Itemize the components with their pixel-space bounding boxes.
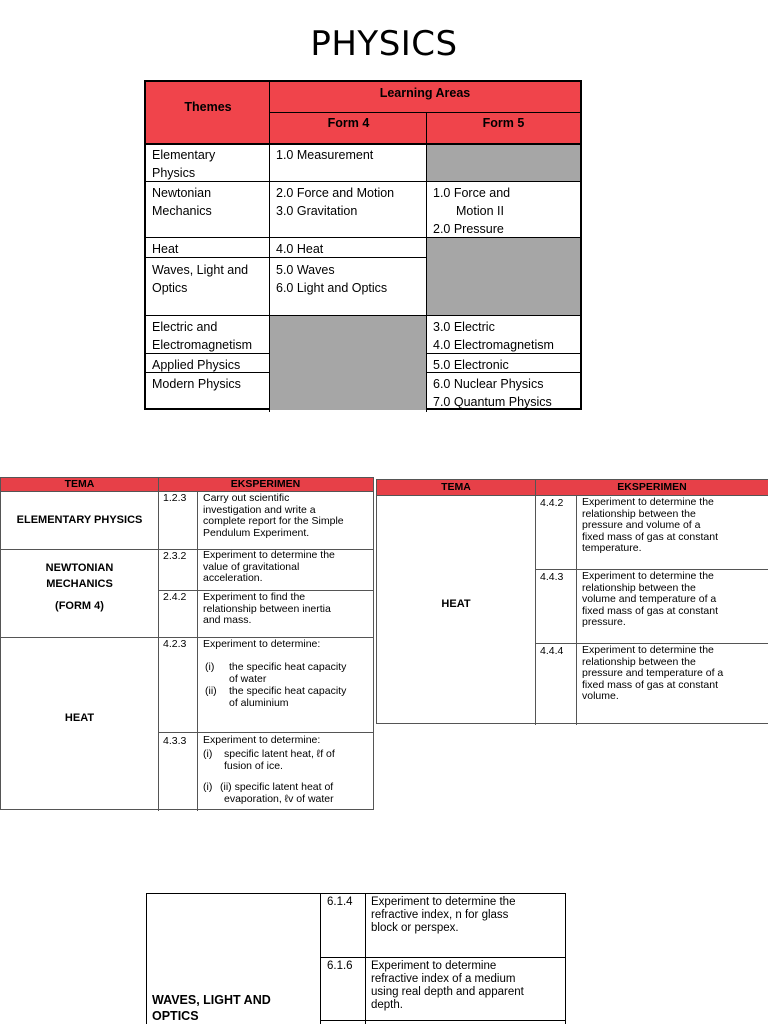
theme-text: Waves, Light and: [152, 263, 249, 277]
experiment-code: 4.4.4: [540, 645, 564, 657]
form5-cell: [427, 182, 580, 240]
desc-line: Experiment to determine:: [203, 638, 321, 650]
experiment-code: 4.2.3: [163, 638, 187, 650]
theme-cell: [146, 259, 270, 299]
topic-text: 2.0 Force and Motion: [276, 186, 395, 200]
item-marker: (ii): [205, 685, 217, 697]
topic-text: 3.0 Gravitation: [276, 204, 358, 218]
item-text: [220, 782, 372, 805]
theme-cell: [146, 238, 270, 260]
desc-line: Experiment to determine the: [582, 570, 714, 582]
theme-cell: [146, 182, 270, 222]
desc-line: pressure and volume of a: [582, 519, 701, 531]
experiment-code: 2.3.2: [163, 550, 187, 562]
desc-line: Experiment to determine the: [582, 644, 714, 656]
desc-line: fixed mass of gas at constant: [582, 678, 718, 691]
experiment-description: [582, 571, 767, 629]
desc-line: and mass.: [203, 614, 252, 626]
desc-line: depth.: [371, 999, 403, 1011]
experiment-description: [371, 960, 563, 1012]
theme-text: Applied Physics: [152, 358, 241, 372]
form5-cell: [427, 316, 580, 356]
topic-text: 5.0 Waves: [276, 263, 335, 277]
desc-line: specific latent heat, ℓf of: [224, 748, 335, 760]
theme-text: Modern Physics: [152, 377, 241, 391]
experiment-code: 2.4.2: [163, 591, 187, 603]
desc-line: of aluminium: [229, 696, 289, 709]
experiment-description: [203, 735, 371, 747]
topic-text: 6.0 Light and Optics: [276, 281, 388, 295]
theme-text: Electric and: [152, 320, 218, 334]
topic-text: 1.0 Force and: [433, 186, 511, 200]
desc-line: the specific heat capacity: [229, 661, 347, 673]
item-text: [229, 686, 371, 709]
desc-line: relationship between the: [582, 655, 696, 668]
experiment-description: [203, 550, 371, 585]
desc-line: temperature.: [582, 542, 642, 554]
desc-line: Experiment to determine:: [203, 734, 321, 746]
experiment-description: [203, 493, 371, 539]
theme-text: WAVES, LIGHT AND: [152, 993, 271, 1007]
theme-heat: HEAT: [64, 712, 95, 724]
item-marker: (i): [203, 748, 213, 760]
desc-line: relationship between the: [582, 581, 696, 594]
experiment-code: 1.2.3: [163, 492, 187, 504]
form4-header: Form 4: [327, 116, 370, 130]
desc-line: volume and temperature of a: [582, 593, 717, 605]
item-marker: (i): [203, 781, 213, 793]
item-text: [229, 662, 371, 685]
theme-text: Electromagnetism: [152, 338, 253, 352]
experiment-code: 4.3.3: [163, 735, 187, 747]
item-marker: (i): [205, 661, 215, 673]
theme-text: Optics: [152, 281, 188, 295]
desc-line: Pendulum Experiment.: [203, 526, 310, 539]
desc-line: fusion of ice.: [224, 759, 283, 772]
experiment-code: 6.1.6: [327, 960, 353, 972]
theme-text: MECHANICS: [46, 578, 113, 590]
experiment-description: [371, 896, 563, 935]
eksperimen-header: EKSPERIMEN: [617, 481, 687, 493]
desc-line: Experiment to determine the: [371, 896, 516, 908]
theme-newtonian-mechanics: [1, 560, 158, 614]
desc-line: fixed mass of gas at constant: [582, 604, 718, 617]
desc-line: Carry out scientific: [203, 492, 290, 504]
desc-line: using real depth and apparent: [371, 986, 524, 998]
theme-text: NEWTONIAN: [45, 562, 114, 574]
tema-header: TEMA: [441, 481, 471, 493]
desc-line: (ii) specific latent heat of: [220, 781, 334, 793]
experiments-table-waves: [146, 893, 566, 1024]
desc-line: Experiment to determine the: [582, 496, 714, 508]
desc-line: evaporation, ℓv of water: [224, 792, 334, 805]
desc-line: relationship between inertia: [203, 602, 331, 615]
topic-text: 4.0 Electromagnetism: [433, 338, 554, 352]
empty-cell: [427, 238, 580, 316]
desc-line: pressure.: [582, 616, 626, 628]
experiments-table-left: [0, 477, 374, 810]
desc-line: volume.: [582, 690, 619, 702]
experiment-description: [203, 592, 371, 627]
desc-line: refractive index of a medium: [371, 973, 516, 985]
desc-line: of water: [229, 672, 267, 685]
learning-areas-header: Learning Areas: [379, 86, 471, 100]
desc-line: pressure and temperature of a: [582, 667, 724, 679]
theme-cell: [146, 373, 270, 395]
theme-text: Physics: [152, 166, 196, 180]
topic-text: 7.0 Quantum Physics: [433, 395, 552, 409]
theme-text: Heat: [152, 242, 179, 256]
form4-cell: [270, 238, 427, 260]
desc-line: fixed mass of gas at constant: [582, 530, 718, 543]
topic-text: 2.0 Pressure: [433, 222, 504, 236]
desc-line: Experiment to determine: [371, 960, 497, 972]
theme-waves-light-optics: [152, 992, 320, 1024]
topic-text: Motion II: [456, 204, 504, 218]
form4-cell: [270, 144, 427, 166]
experiment-code: 4.4.3: [540, 571, 564, 583]
theme-text: Mechanics: [152, 204, 212, 218]
desc-line: the specific heat capacity: [229, 685, 347, 697]
eksperimen-header: EKSPERIMEN: [230, 478, 301, 490]
theme-cell: [146, 316, 270, 356]
form4-cell: [270, 259, 427, 299]
page-title: PHYSICS: [310, 24, 458, 64]
theme-cell: [146, 144, 270, 184]
theme-text: OPTICS: [152, 1009, 199, 1023]
topic-text: 1.0 Measurement: [276, 148, 374, 162]
theme-text: Newtonian: [152, 186, 212, 200]
topic-text: 3.0 Electric: [433, 320, 495, 334]
form4-cell: [270, 182, 427, 222]
form5-header: Form 5: [482, 116, 525, 130]
experiment-description: [203, 639, 371, 651]
themes-header: Themes: [184, 100, 232, 114]
empty-cell: [427, 144, 580, 182]
topic-text: 5.0 Electronic: [433, 358, 509, 372]
desc-line: block or perspex.: [371, 922, 459, 934]
tema-header: TEMA: [64, 478, 95, 490]
experiment-description: [582, 645, 767, 703]
topic-text: 4.0 Heat: [276, 242, 324, 256]
form5-cell: [427, 373, 580, 413]
desc-line: refractive index, n for glass: [371, 909, 509, 921]
empty-cell: [270, 316, 427, 410]
topic-text: 6.0 Nuclear Physics: [433, 377, 544, 391]
desc-line: value of gravitational: [203, 560, 300, 573]
theme-elementary-physics: ELEMENTARY PHYSICS: [16, 514, 143, 526]
desc-line: Experiment to determine the: [203, 549, 335, 561]
theme-text: (FORM 4): [55, 600, 104, 612]
item-text: [224, 749, 372, 772]
experiment-description: [582, 497, 767, 555]
experiment-code: 6.1.4: [327, 896, 353, 908]
experiment-code: 4.4.2: [540, 497, 564, 509]
learning-areas-table: [144, 80, 582, 410]
theme-text: Elementary: [152, 148, 216, 162]
desc-line: Experiment to find the: [203, 591, 306, 603]
desc-line: acceleration.: [203, 572, 263, 584]
desc-line: complete report for the Simple: [203, 515, 344, 527]
theme-heat: HEAT: [441, 598, 471, 610]
desc-line: relationship between the: [582, 507, 696, 520]
desc-line: investigation and write a: [203, 503, 316, 516]
experiments-table-right: [376, 479, 768, 724]
